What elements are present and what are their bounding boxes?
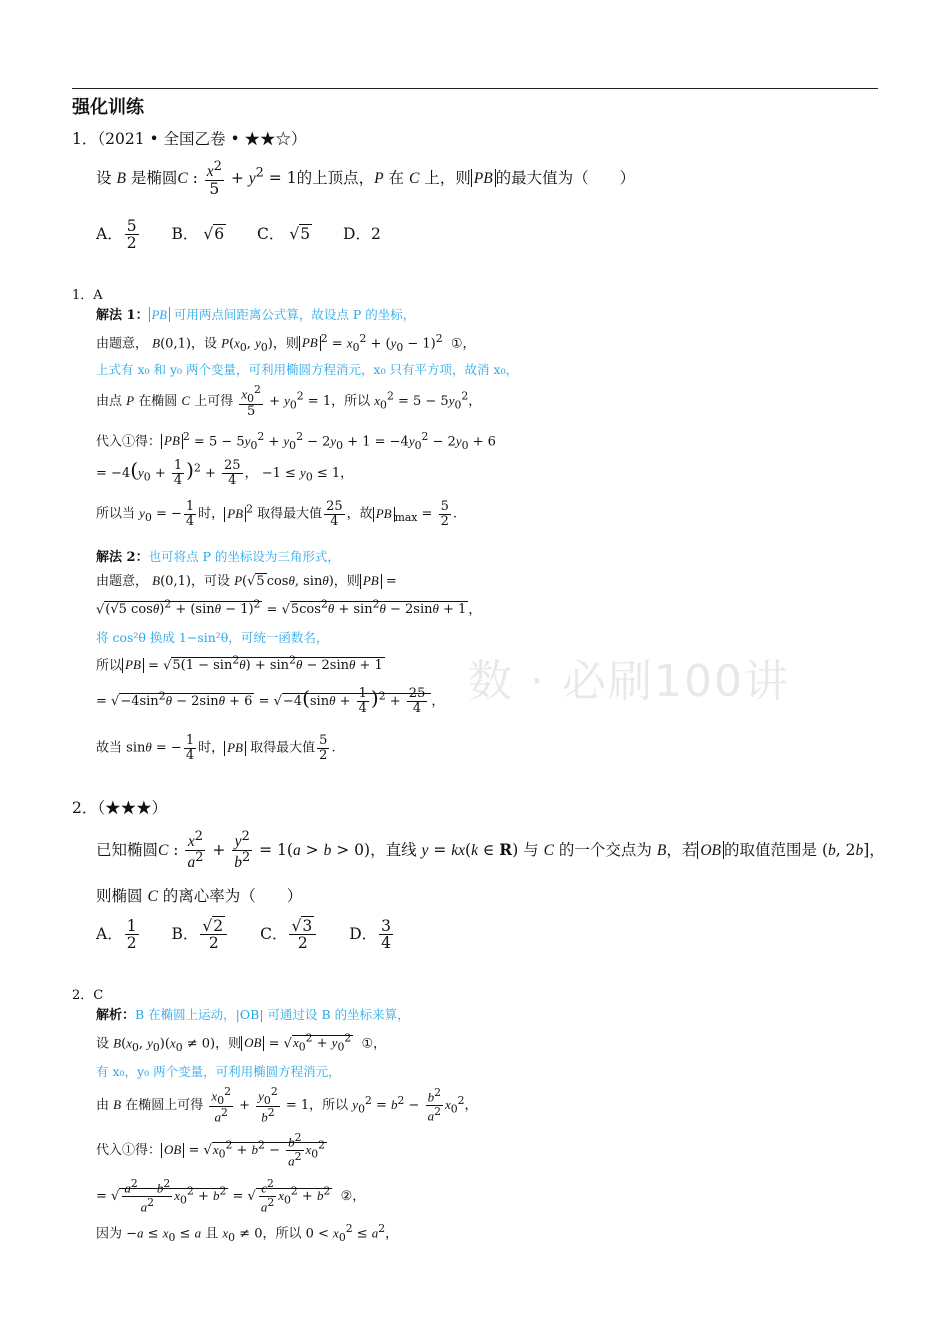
solution1-method1-title: 解法 1： PB 可用两点间距离公式算，故设点 P 的坐标， <box>96 307 416 323</box>
problem1-options <box>96 218 407 252</box>
solution2-hint2: 有 x₀，y₀ 两个变量，可利用椭圆方程消元， <box>96 1064 341 1079</box>
problem1-option-a: A． $\frac{5}{2}$ <box>96 217 137 253</box>
solution1-line1: 由题意， B(0,1)，设 $P(x_0$, $y_0$)，则 PB $^2 = x_0^2 + (y_0 - 1)^2$ ①， <box>96 332 476 354</box>
solution1-line9: = $√-4\sin^2\theta - 2\sin\theta + 6 = √-4(\sin\theta$ + $\frac{1}{4}$ )$^2$ + $\frac{25}{4}$ ， <box>96 686 445 716</box>
solution1-method2-title: 解法 2：也可将点 P 的坐标设为三角形式， <box>96 549 340 565</box>
top-rule <box>72 88 878 89</box>
solution2-answer: 2．C <box>72 988 104 1003</box>
solution1-hint2: 上式有 x₀ 和 y₀ 两个变量，可利用椭圆方程消元，x₀ 只有平方项，故消 x₀， <box>96 362 519 377</box>
problem1-option-b: B． √6 <box>171 224 225 243</box>
solution1-line6: 由题意， B(0,1)，可设 P(√5 cosθ, sinθ)，则 PB = <box>96 573 397 589</box>
problem2-option-a: A． $\frac{1}{2}$ <box>96 917 137 953</box>
solution2-line3: 代入①得： OB = $√x_0^2 + b^2$ − $\frac{b^2}{a^2}$ $x_0^2$ <box>96 1131 326 1169</box>
solution1-line8: 所以 PB = $√5(1 - \sin^2\theta) + \sin^2\theta - 2\sin\theta + 1$ <box>96 654 383 674</box>
solution1-line3: 代入①得： PB $^2 = 5 - 5y_0^2 + y_0^2 - 2y_0 + 1 = -4y_0^2 - 2y_0 + 6$ <box>96 430 496 452</box>
solution1-line7: √(√5 $\cos\theta)^2 + (\sin\theta - 1)^2 = √5\cos^2\theta + \sin^2\theta - 2\sin\theta + 1$ ， <box>96 598 482 618</box>
problem1-option-c: C． √5 <box>257 224 311 243</box>
solution2-line2: 由 B 在椭圆上可得 $\frac{x_0^2}{a^2}$ + $\frac{y_0^2}{b^2}$ = 1，所以 $y_0^2 = b^2$ − $\frac{b^2}{a^2}$ $x_0^2$， <box>96 1085 478 1125</box>
problem1-stem: 设 B 是椭圆C : $\frac{x^2}{5}$ + $y^2 = 1$的上顶点，P 在 C 上，则 PB 的最大值为（ ） <box>96 159 636 199</box>
problem1-option-d: D．2 <box>343 224 381 243</box>
solution2-line5: 因为 $-a \le x_0 \le a$ 且 $x_0 \ne 0$，所以 $0 < x_0^2 \le a^2$， <box>96 1222 399 1244</box>
solution2-line4: = √ $\frac{a^2 - b^2}{a^2}$ $x_0^2 + b^2$ = √ $\frac{c^2}{a^2}$ $x_0^2 + b^2$ ②， <box>96 1177 366 1215</box>
problem2-option-c: C． $\frac{√3}{2}$ <box>260 918 318 952</box>
solution1-line4: = $-4(y_0$ + $\frac{1}{4}$ )$^2$ + $\frac{25}{4}$ ， $-1 \le y_0 \le 1$， <box>96 458 354 488</box>
solution1-hint3: 将 cos²θ 换成 1−sin²θ，可统一函数名， <box>96 630 329 645</box>
problem2-option-d: D． $\frac{3}{4}$ <box>349 917 391 953</box>
solution2-title: 解析：B 在椭圆上运动，|OB| 可通过设 B 的坐标来算， <box>96 1007 410 1023</box>
solution1-line2: 由点 P 在椭圆 C 上可得 $\frac{x_0^2}{5}$ + $y_0^2 = 1$，所以 $x_0^2 = 5 - 5y_0^2$， <box>96 383 482 420</box>
solution1-line10: 故当 sinθ = − $\frac{1}{4}$ 时， PB 取得最大值 $\frac{5}{2}$ . <box>96 733 336 763</box>
problem2-stem-cont: 则椭圆 C 的离心率为（ ） <box>96 887 303 905</box>
problem2-header: 2．（★★★） <box>72 799 168 817</box>
problem1-header: 1．（2021 • 全国乙卷 • ★★☆） <box>72 130 307 148</box>
problem2-stem: 已知椭圆C : $\frac{x^2}{a^2}$ + $\frac{y^2}{b^2}$ = 1(a > b > 0)，直线 y = kx(k ∈ R) 与 C 的一个交点为 B，若 OB 的取值范围是 (b, 2b]， <box>96 829 885 872</box>
watermark: 数 · 必刷100讲 <box>468 656 790 707</box>
solution1-line5: 所以当 $y_0$ = − $\frac{1}{4}$ 时， PB $^2$ 取得最大值 $\frac{25}{4}$ ，故 PB $_{max}$ = $\frac{5}{2}$ . <box>96 499 458 529</box>
problem2-options <box>96 918 421 952</box>
solution2-line1: 设 $B(x_0$, $y_0)(x_0 \ne 0)$，则 OB = $√x_0^2 + y_0^2$ ①， <box>96 1032 387 1054</box>
solution1-answer: 1．A <box>72 288 103 303</box>
problem2-option-b: B． $\frac{√2}{2}$ <box>172 918 230 952</box>
section-title: 强化训练 <box>72 97 144 118</box>
